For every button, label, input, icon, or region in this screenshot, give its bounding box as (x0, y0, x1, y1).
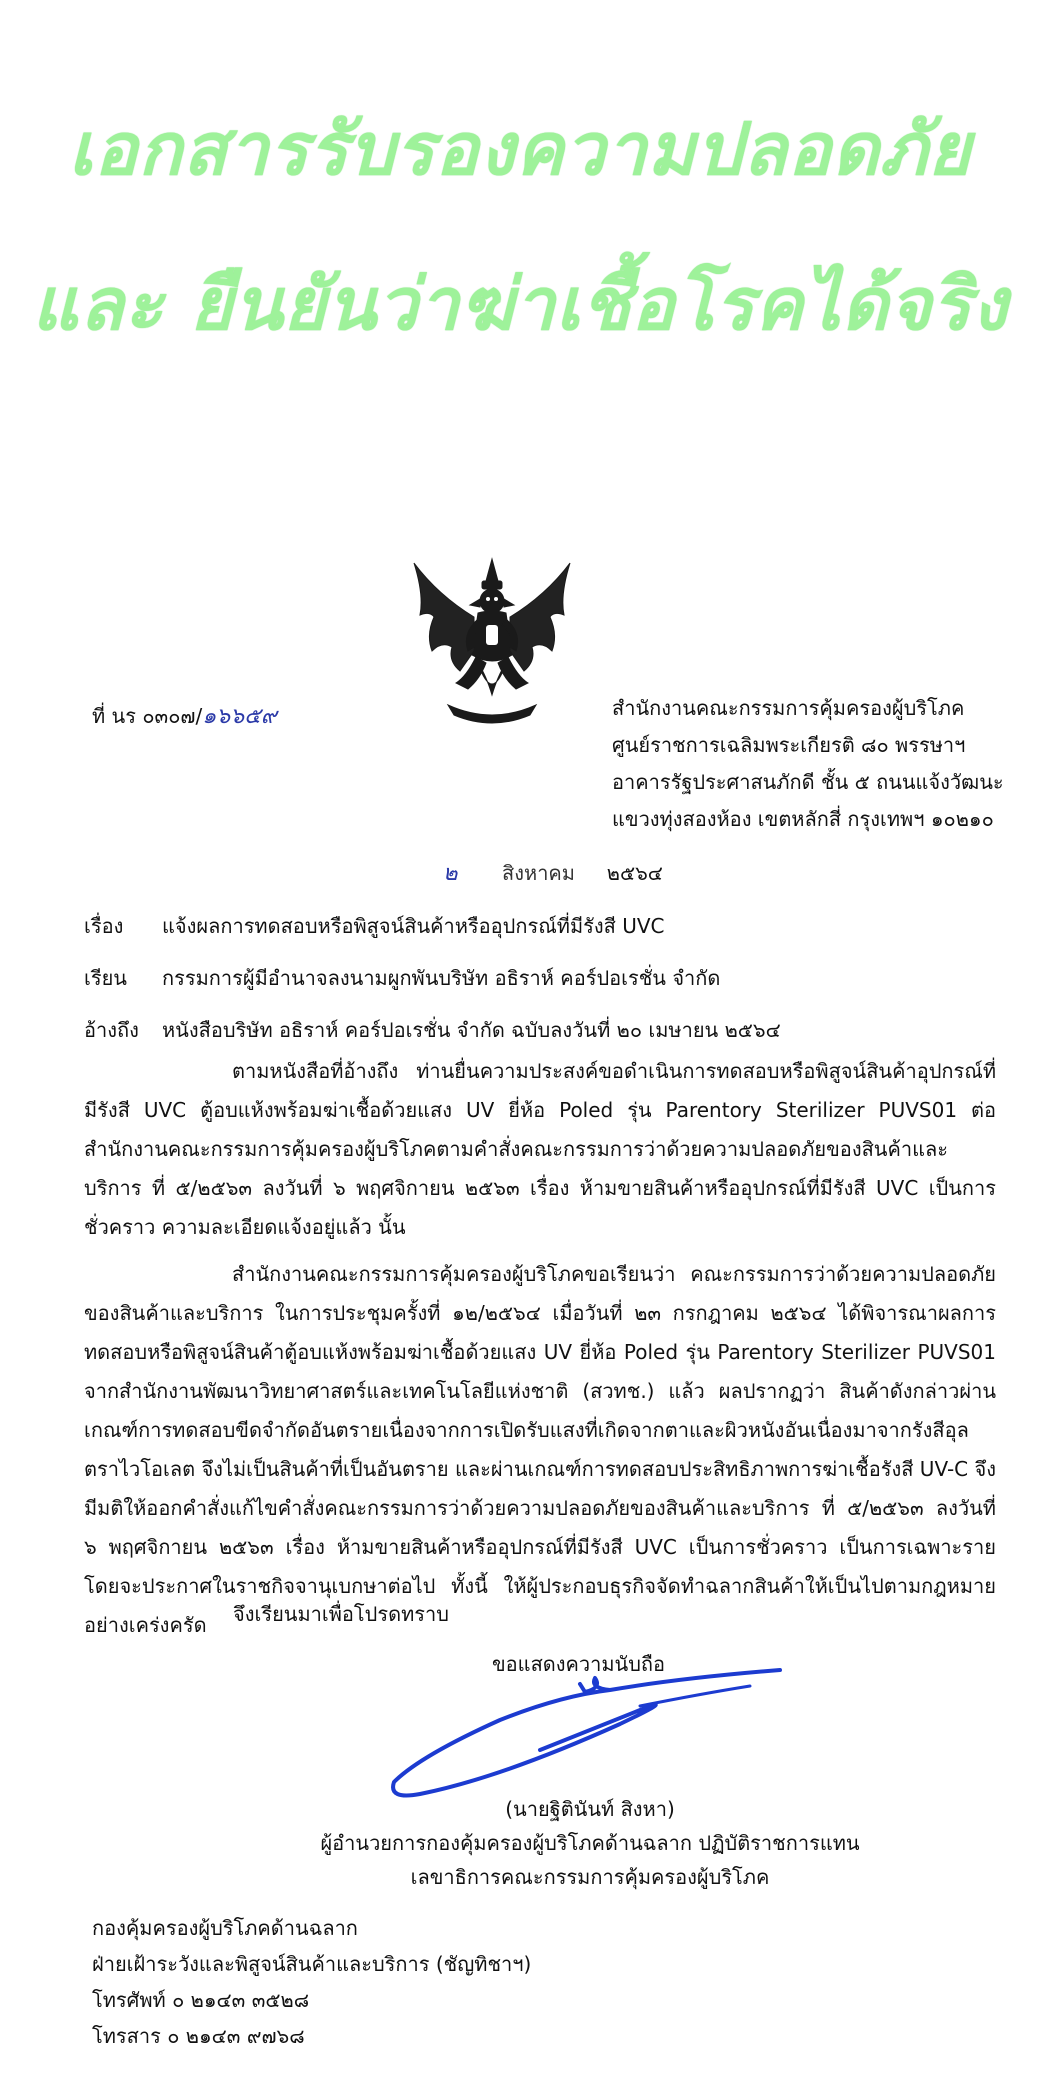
address-line: อาคารรัฐประศาสนภักดี ชั้น ๕ ถนนแจ้งวัฒนะ (612, 770, 1004, 794)
date-day: ๒ (443, 861, 458, 886)
regards-line: ขอแสดงความนับถือ (492, 1652, 666, 1676)
recipient-text: กรรมการผู้มีอำนาจลงนามผูกพันบริษัท อธิราห์ คอร์ปอเรชั่น จำกัด (162, 966, 721, 990)
phone-number: โทรศัพท์ ๐ ๒๑๔๓ ๓๕๒๘ (92, 1988, 310, 2012)
fax-number: โทรสาร ๐ ๒๑๔๓ ๙๗๖๘ (92, 2024, 305, 2048)
reference-row (84, 1014, 781, 1046)
reference-label: อ้างถึง (84, 1018, 139, 1042)
signer-title-1: ผู้อำนวยการกองคุ้มครองผู้บริโภคด้านฉลาก ปฏิบัติราชการแทน (320, 1831, 860, 1855)
banner-title-line1: เอกสารรับรองความปลอดภัย (68, 107, 972, 191)
signer-title-2: เลขาธิการคณะกรรมการคุ้มครองผู้บริโภค (410, 1865, 770, 1889)
body-paragraph-1 (84, 1052, 996, 1247)
garuda-emblem-icon (408, 555, 576, 730)
banner-title-line2: และ ยืนยันว่าฆ่าเชื้อโรคได้จริง (31, 262, 1008, 346)
paragraph-1-text: ตามหนังสือที่อ้างถึง ท่านยื่นความประสงค์ขอดำเนินการทดสอบหรือพิสูจน์สินค้าอุปกรณ์ที่มีรังสี UVC ตู้อบแห้งพร้อมฆ่าเชื้อด้วยแสง UV ยี่ห้อ Poled รุ่น Parentory Sterilizer PUVS01 ต่อสำนักงานคณะกรรมการคุ้มครองผู้บริโภคตามคำสั่งคณะกรรมการว่าด้วยความปลอดภัยของสินค้าและบริการ ที่ ๕/๒๕๖๓ ลงวันที่ ๖ พฤศจิกายน ๒๕๖๓ เรื่อง ห้ามขายสินค้าหรืออุปกรณ์ที่มีรังสี UVC เป็นการชั่วคราว ความละเอียดแจ้งอยู่แล้ว นั้น (84, 1059, 996, 1239)
date-month: สิงหาคม (502, 861, 575, 885)
section-name: ฝ่ายเฝ้าระวังและพิสูจน์สินค้าและบริการ (ชัญทิชาฯ) (92, 1952, 532, 1976)
closing-line: จึงเรียนมาเพื่อโปรดทราบ (233, 1602, 449, 1626)
department-name: กองคุ้มครองผู้บริโภคด้านฉลาก (92, 1916, 358, 1940)
signer-name: (นายฐิตินันท์ สิงหา) (505, 1797, 675, 1821)
letter-date (443, 855, 663, 890)
subject-text: แจ้งผลการทดสอบหรือพิสูจน์สินค้าหรืออุปกรณ์ที่มีรังสี UVC (162, 914, 665, 938)
signature-scribble (380, 1660, 790, 1810)
reference-text: หนังสือบริษัท อธิราห์ คอร์ปอเรชั่น จำกัด ฉบับลงวันที่ ๒๐ เมษายน ๒๕๖๔ (162, 1018, 781, 1042)
reference-number-handwritten: ๑๖๖๕๙ (202, 704, 277, 729)
recipient-label: เรียน (84, 966, 127, 990)
reference-number (92, 698, 277, 733)
recipient-row (84, 962, 720, 994)
address-line: แขวงทุ่งสองห้อง เขตหลักสี่ กรุงเทพฯ ๑๐๒๑๐ (612, 807, 994, 831)
date-year: ๒๕๖๔ (606, 861, 663, 885)
sender-address (612, 690, 1004, 838)
address-line: สำนักงานคณะกรรมการคุ้มครองผู้บริโภค (612, 696, 965, 720)
subject-row (84, 910, 665, 942)
paragraph-2-text: สำนักงานคณะกรรมการคุ้มครองผู้บริโภคขอเรียนว่า คณะกรรมการว่าด้วยความปลอดภัยของสินค้าและบริการ ในการประชุมครั้งที่ ๑๒/๒๕๖๔ เมื่อวันที่ ๒๓ กรกฎาคม ๒๕๖๔ ได้พิจารณาผลการทดสอบหรือพิสูจน์สินค้าตู้อบแห้งพร้อมฆ่าเชื้อด้วยแสง UV ยี่ห้อ Poled รุ่น Parentory Sterilizer PUVS01 จากสำนักงานพัฒนาวิทยาศาสตร์และเทคโนโลยีแห่งชาติ (สวทช.) แล้ว ผลปรากฏว่า สินค้าดังกล่าวผ่านเกณฑ์การทดสอบขีดจำกัดอันตรายเนื่องจากการเปิดรับแสงที่เกิดจากตาและผิวหนังอันเนื่องมาจากรังสีอุลตราไวโอเลต จึงไม่เป็นสินค้าที่เป็นอันตราย และผ่านเกณฑ์การทดสอบประสิทธิภาพการฆ่าเชื้อรังสี UV-C จึงมีมติให้ออกคำสั่งแก้ไขคำสั่งคณะกรรมการว่าด้วยความปลอดภัยของสินค้าและบริการ ที่ ๕/๒๕๖๓ ลงวันที่ ๖ พฤศจิกายน ๒๕๖๓ เรื่อง ห้ามขายสินค้าหรืออุปกรณ์ที่มีรังสี UVC เป็นการชั่วคราว เป็นการเฉพาะราย โดยจะประกาศในราชกิจจานุเบกษาต่อไป ทั้งนี้ ให้ผู้ประกอบธุรกิจจัดทำฉลากสินค้าให้เป็นไปตามกฎหมายอย่างเคร่งครัด (84, 1262, 996, 1637)
address-line: ศูนย์ราชการเฉลิมพระเกียรติ ๘๐ พรรษาฯ (612, 733, 966, 757)
body-paragraph-2 (84, 1255, 996, 1645)
subject-label: เรื่อง (84, 914, 124, 938)
reference-number-printed: ที่ นร ๐๓๐๗/ (92, 704, 203, 728)
